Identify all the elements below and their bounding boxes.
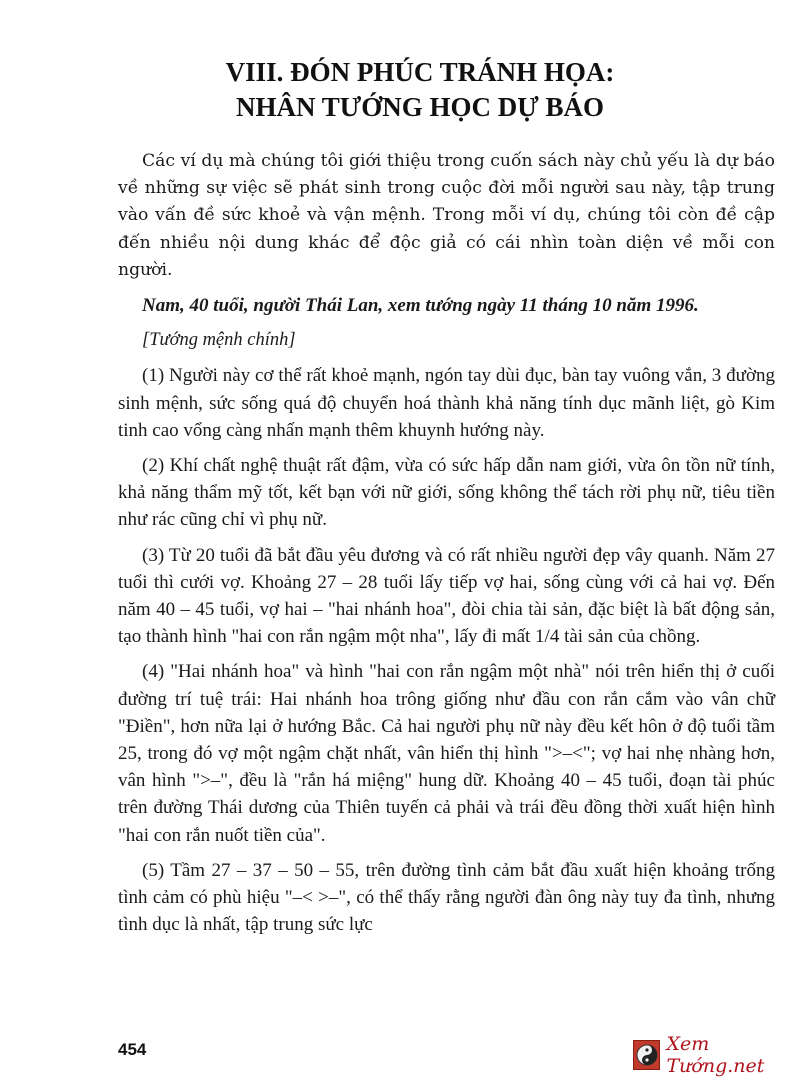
watermark-text: Xem Tướng.net [666, 1033, 765, 1077]
watermark-logo [633, 1033, 800, 1077]
yin-yang-icon [633, 1040, 660, 1070]
intro-paragraph: Các ví dụ mà chúng tôi giới thiệu trong cuốn sách này chủ yếu là dự báo về những sự việc sẽ phát sinh trong cuộc đời mỗi người sau này, tập trung vào vấn đề sức khoẻ và vận mệnh. Trong mỗi ví dụ, chúng tôi còn đề cập đến nhiều nội dung khác để độc giả có cái nhìn toàn diện về mỗi con người. [118, 151, 775, 280]
paragraph-5: (5) Tầm 27 – 37 – 50 – 55, trên đường tình cảm bắt đầu xuất hiện khoảng trống tình cảm có phù hiệu "–< >–", có thể thấy rằng người đàn ông này tuy đa tình, nhưng tình dục là nhất, tập trung sức lực [118, 859, 775, 936]
body-text [118, 148, 775, 946]
paragraph-3: (3) Từ 20 tuổi đã bắt đầu yêu đương và có rất nhiều người đẹp vây quanh. Năm 27 tuổi thì cưới vợ. Khoảng 27 – 28 tuổi lấy tiếp vợ hai, sống cùng với cả hai vợ. Đến năm 40 – 45 tuổi, vợ hai – "hai nhánh hoa", đòi chia tài sản, đặc biệt là bất động sản, tạo thành hình "hai con rắn ngậm một nha", lấy đi mất 1/4 tài sản của chồng. [118, 544, 775, 648]
title-line-1: VIII. ĐÓN PHÚC TRÁNH HỌA: [225, 57, 615, 87]
section-subheading: [Tướng mệnh chính] [142, 330, 296, 351]
paragraph-4: (4) "Hai nhánh hoa" và hình "hai con rắn ngậm một nhà" nói trên hiển thị ở cuối đường trí tuệ trái: Hai nhánh hoa trông giống như đầu con rắn cắm vào vân chữ "Điền", hơn nữa lại ở hướng Bắc. Cả hai người phụ nữ này đều kết hôn ở độ tuổi tầm 25, trong đó vợ một ngậm chặt nhất, vân hiển thị hình ">–<"; vợ hai nhẹ nhàng hơn, vân hình ">–", đều là "rắn há miệng" hung dữ. Khoảng 40 – 45 tuổi, đoạn tài phúc trên đường Thái dương của Thiên tuyến cả phải và trái đều đồng thời xuất hiện hình "hai con rắn nuốt tiền của". [118, 661, 775, 846]
page-number: 454 [118, 1040, 147, 1059]
title-line-2: NHÂN TƯỚNG HỌC DỰ BÁO [235, 92, 604, 122]
paragraph-2: (2) Khí chất nghệ thuật rất đậm, vừa có sức hấp dẫn nam giới, vừa ôn tồn nữ tính, khả năng thẩm mỹ tốt, kết bạn với nữ giới, sống không thể tách rời phụ nữ, tiêu tiền như rác cũng chỉ vì phụ nữ. [118, 455, 775, 531]
case-heading: Nam, 40 tuổi, người Thái Lan, xem tướng ngày 11 tháng 10 năm 1996. [142, 295, 699, 317]
paragraph-1: (1) Người này cơ thể rất khoẻ mạnh, ngón tay dùi đục, bàn tay vuông vắn, 3 đường sinh mệnh, sức sống quá độ chuyển hoá thành khả năng tính dục mãnh liệt, gò Kim tinh cao vổng càng nhấn mạnh thêm khuynh hướng này. [118, 365, 775, 441]
chapter-title [0, 55, 800, 125]
